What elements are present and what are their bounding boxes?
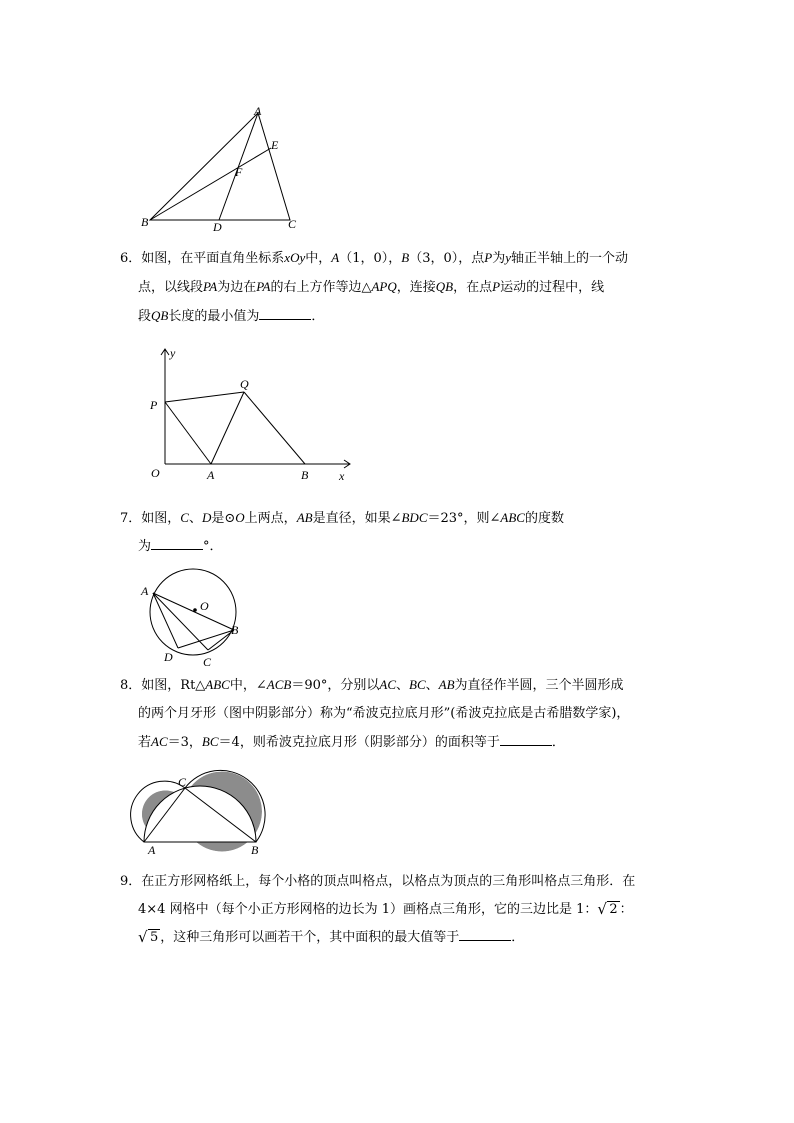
answer-blank[interactable] bbox=[151, 535, 203, 550]
question-number: 6． bbox=[120, 251, 142, 266]
answer-blank[interactable] bbox=[459, 926, 511, 941]
label-a: A bbox=[254, 104, 262, 118]
label-d: D bbox=[164, 650, 173, 664]
figure-q5 bbox=[140, 103, 310, 235]
label-f: F bbox=[235, 165, 243, 179]
figure-q8 bbox=[136, 774, 276, 858]
label-b: B bbox=[141, 215, 149, 229]
question-9: 9．在正方形网格纸上，每个小格的顶点叫格点，以格点为顶点的三角形叫格点三角形．在 4×4 网格中（每个小正方形网格的边长为 1）画格点三角形，它的三边比是 1：√ 2 ： √ 5 ，这种三角形可以画若干个，其中面积的最大值等于 ． bbox=[120, 868, 680, 952]
label-c: C bbox=[288, 217, 297, 231]
figure-q7 bbox=[138, 570, 248, 670]
label-q: Q bbox=[240, 377, 249, 391]
figure-q6 bbox=[140, 343, 360, 485]
question-7: 7．如图，C、D是⊙O上两点，AB是直径，如果∠BDC＝23°，则∠ABC的度数 为 °． bbox=[120, 510, 564, 554]
question-8: 8．如图，Rt△ABC中，∠ACB＝90°，分别以AC、BC、AB为直径作半圆，三个半圆形成 的两个月牙形（图中阴影部分）称为“希波克拉底月形”(希波克拉底是古希腊数学家)， 若AC＝3，BC＝4，则希波克拉底月形（阴影部分）的面积等于 ． bbox=[120, 677, 630, 750]
label-b: B bbox=[231, 623, 239, 637]
question-number: 7． bbox=[120, 511, 142, 526]
label-a: A bbox=[207, 468, 215, 482]
label-b: B bbox=[301, 468, 309, 482]
question-number: 9． bbox=[120, 874, 142, 889]
answer-blank[interactable] bbox=[500, 731, 552, 746]
label-e: E bbox=[271, 138, 279, 152]
label-y: y bbox=[170, 346, 176, 360]
label-b: B bbox=[251, 843, 259, 857]
label-c: C bbox=[178, 775, 187, 789]
label-a: A bbox=[141, 584, 149, 598]
answer-blank[interactable] bbox=[259, 305, 311, 320]
label-x: x bbox=[339, 469, 345, 483]
label-d: D bbox=[213, 220, 222, 234]
sqrt-2: √ 2 bbox=[597, 896, 619, 924]
label-a: A bbox=[148, 843, 156, 857]
label-o: O bbox=[200, 599, 209, 613]
label-o: O bbox=[151, 466, 160, 480]
question-6: 6．如图，在平面直角坐标系xOy中，A（1，0），B（3，0），点P为y轴正半轴上的一个动 点，以线段PA为边在PA的右上方作等边△APQ，连接QB，在点P运动的过程中，线 段QB长度的最小值为 ． bbox=[120, 250, 629, 324]
label-c: C bbox=[203, 655, 212, 669]
question-number: 8． bbox=[120, 678, 142, 693]
label-p: P bbox=[150, 398, 158, 412]
sqrt-5: √ 5 bbox=[138, 924, 160, 952]
